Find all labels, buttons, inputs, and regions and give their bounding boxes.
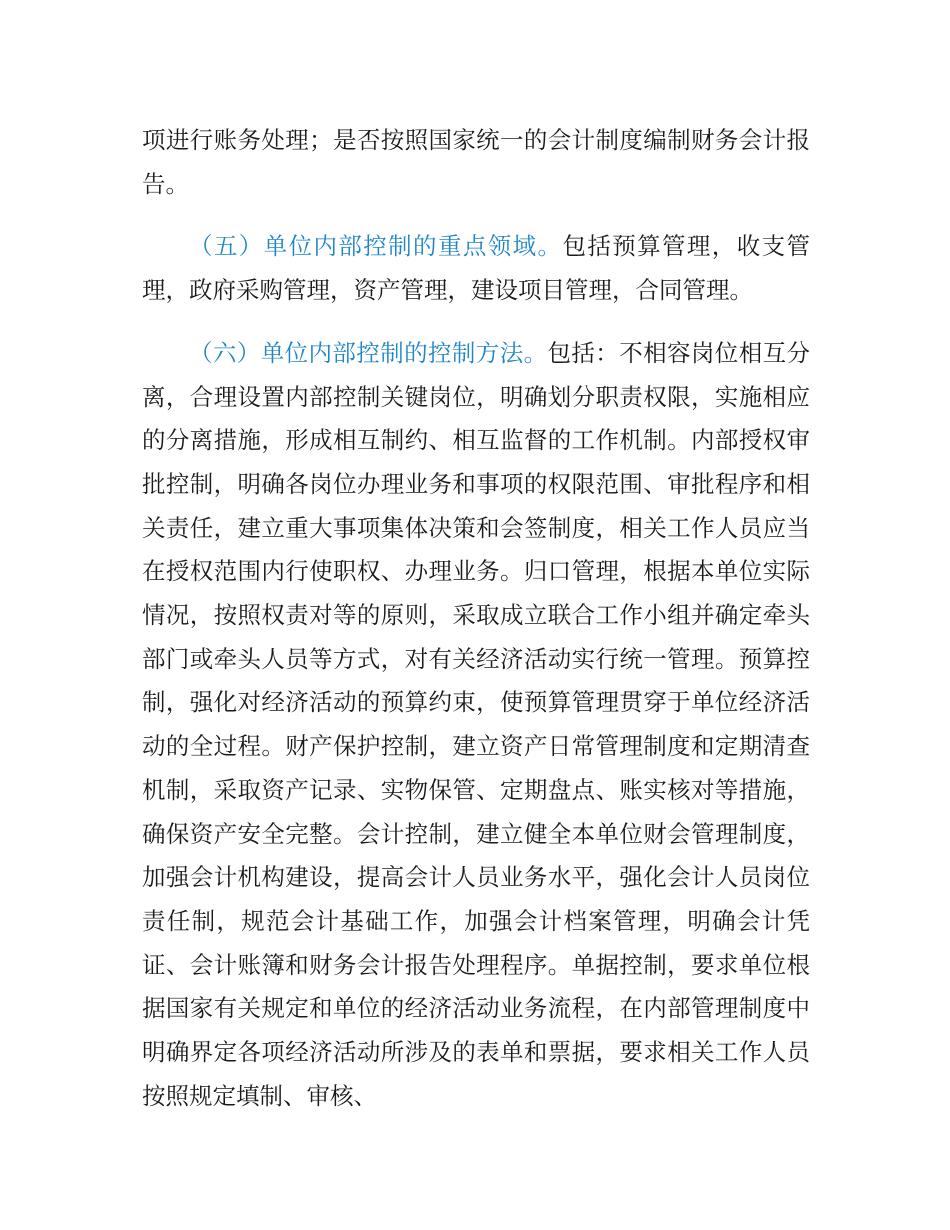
paragraph-text: 包括：不相容岗位相互分离，合理设置内部控制关键岗位，明确划分职责权限，实施相应的分离措施，形成相互制约、相互监督的工作机制。内部授权审批控制，明确各岗位办理业务和事项的权限范围、审批程序和相关责任，建立重大事项集体决策和会签制度，相关工作人员应当在授权范围内行使职权、办理业务。归口管理，根据本单位实际情况，按照权责对等的原则，采取成立联合工作小组并确定牵头部门或牵头人员等方式，对有关经济活动实行统一管理。预算控制，强化对经济活动的预算约束，使预算管理贯穿于单位经济活动的全过程。财产保护控制，建立资产日常管理制度和定期清查机制，采取资产记录、实物保管、定期盘点、账实核对等措施，确保资产安全完整。会计控制，建立健全本单位财会管理制度，加强会计机构建设，提高会计人员业务水平，强化会计人员岗位责任制，规范会计基础工作，加强会计档案管理，明确会计凭证、会计账簿和财务会计报告处理程序。单据控制，要求单位根据国家有关规定和单位的经济活动业务流程，在内部管理制度中明确界定各项经济活动所涉及的表单和票据，要求相关工作人员按照规定填制、审核、 [142,338,810,1110]
paragraph-control-methods [142,332,810,1119]
paragraph-text: 项进行账务处理；是否按照国家统一的会计制度编制财务会计报告。 [142,126,810,198]
paragraph-key-areas [142,225,810,312]
paragraph-text: 包括预算管理，收支管理，政府采购管理，资产管理，建设项目管理，合同管理。 [142,232,810,305]
section-heading-six: （六）单位内部控制的控制方法。 [189,338,548,367]
section-heading-five: （五）单位内部控制的重点领域。 [189,232,563,261]
document-body [142,119,810,1137]
paragraph-continuation [142,119,810,206]
